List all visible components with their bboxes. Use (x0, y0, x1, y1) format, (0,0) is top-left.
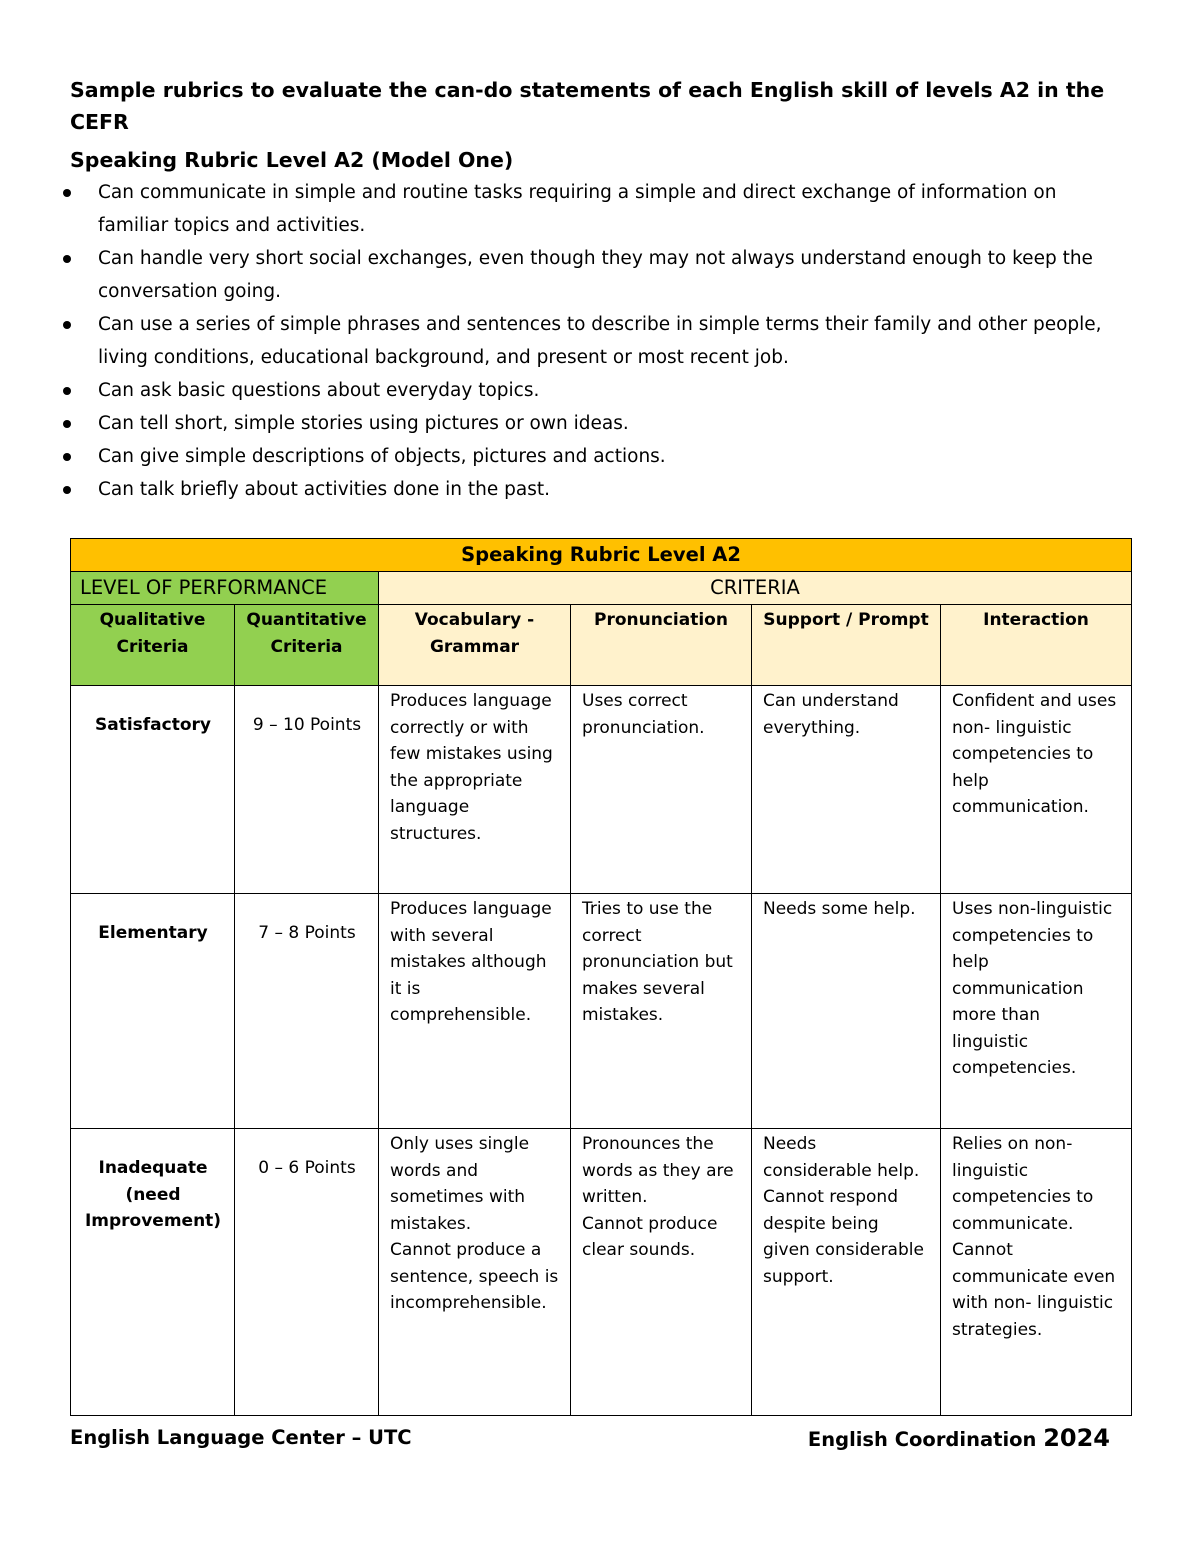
bullet-icon (63, 486, 71, 494)
points-cell: 9 – 10 Points (235, 686, 379, 894)
table-title-row (71, 539, 1132, 572)
bullet-icon (63, 420, 71, 428)
can-do-text: Can handle very short social exchanges, even though they may not always understand enough to keep the conversation going. (98, 248, 1093, 302)
level-cell: Elementary (71, 894, 235, 1129)
can-do-list (58, 176, 1128, 506)
support-cell: Can understand everything. (752, 686, 941, 894)
points-cell: 0 – 6 Points (235, 1129, 379, 1416)
list-item (58, 242, 1128, 308)
can-do-text: Can use a series of simple phrases and sentences to describe in simple terms their family and other people, living conditions, educational background, and present or most recent job. (98, 314, 1102, 368)
level-cell: Satisfactory (71, 686, 235, 894)
interaction-cell: Confident and uses non- linguistic competencies to help communication. (941, 686, 1132, 894)
list-item (58, 374, 1128, 407)
footer-center-name: English Language Center – UTC (70, 1426, 412, 1449)
list-item (58, 440, 1128, 473)
level-cell: Inadequate (need Improvement) (71, 1129, 235, 1416)
pronunciation-header: Pronunciation (571, 605, 752, 686)
table-header-row (71, 605, 1132, 686)
bullet-icon (63, 387, 71, 395)
footer-year: 2024 (1043, 1424, 1110, 1452)
qualitative-criteria-header: Qualitative Criteria (71, 605, 235, 686)
table-row (71, 894, 1132, 1129)
can-do-text: Can communicate in simple and routine tasks requiring a simple and direct exchange of information on familiar topics and activities. (98, 182, 1057, 236)
bullet-icon (63, 255, 71, 263)
table-group-row (71, 572, 1132, 605)
list-item (58, 407, 1128, 440)
vocabulary-cell: Produces language correctly or with few mistakes using the appropriate language structures. (379, 686, 571, 894)
list-item (58, 308, 1128, 374)
support-cell: Needs considerable help. Cannot respond despite being given considerable support. (752, 1129, 941, 1416)
rubric-subtitle: Speaking Rubric Level A2 (Model One) (70, 148, 514, 172)
vocabulary-cell: Produces language with several mistakes although it is comprehensible. (379, 894, 571, 1129)
pronunciation-cell: Tries to use the correct pronunciation but makes several mistakes. (571, 894, 752, 1129)
vocabulary-grammar-header: Vocabulary - Grammar (379, 605, 571, 686)
level-of-performance-header: LEVEL OF PERFORMANCE (71, 572, 379, 605)
vocabulary-text-2: Cannot produce a sentence, speech is incomprehensible. (390, 1240, 559, 1313)
can-do-text: Can ask basic questions about everyday topics. (98, 380, 540, 401)
bullet-icon (63, 189, 71, 197)
interaction-header: Interaction (941, 605, 1132, 686)
pronunciation-cell: Uses correct pronunciation. (571, 686, 752, 894)
document-title: Sample rubrics to evaluate the can-do statements of each English skill of levels A2 in the CEFR (70, 78, 1105, 134)
pronunciation-cell (571, 1129, 752, 1416)
pronunciation-text: Pronounces the words as they are written. (582, 1134, 734, 1207)
quantitative-criteria-header: Quantitative Criteria (235, 605, 379, 686)
support-cell: Needs some help. (752, 894, 941, 1129)
bullet-icon (63, 321, 71, 329)
criteria-header: CRITERIA (379, 572, 1132, 605)
speaking-rubric-table (70, 538, 1132, 1416)
support-prompt-header: Support / Prompt (752, 605, 941, 686)
footer-coordination (808, 1424, 1110, 1452)
table-row (71, 686, 1132, 894)
footer-coordination-text: English Coordination (807, 1428, 1037, 1451)
interaction-cell: Relies on non- linguistic competencies to communicate. Cannot communicate even with non- linguistic strategies. (941, 1129, 1132, 1416)
vocabulary-text: Only uses single words and sometimes with mistakes. (390, 1134, 530, 1234)
can-do-text: Can tell short, simple stories using pictures or own ideas. (98, 413, 629, 434)
table-title: Speaking Rubric Level A2 (71, 539, 1132, 572)
list-item (58, 176, 1128, 242)
list-item (58, 473, 1128, 506)
points-cell: 7 – 8 Points (235, 894, 379, 1129)
can-do-text: Can give simple descriptions of objects, pictures and actions. (98, 446, 666, 467)
bullet-icon (63, 453, 71, 461)
vocabulary-cell (379, 1129, 571, 1416)
table-row (71, 1129, 1132, 1416)
can-do-text: Can talk briefly about activities done in the past. (98, 479, 550, 500)
pronunciation-text-2: Cannot produce clear sounds. (582, 1213, 718, 1260)
interaction-cell: Uses non-linguistic competencies to help communication more than linguistic competencies. (941, 894, 1132, 1129)
